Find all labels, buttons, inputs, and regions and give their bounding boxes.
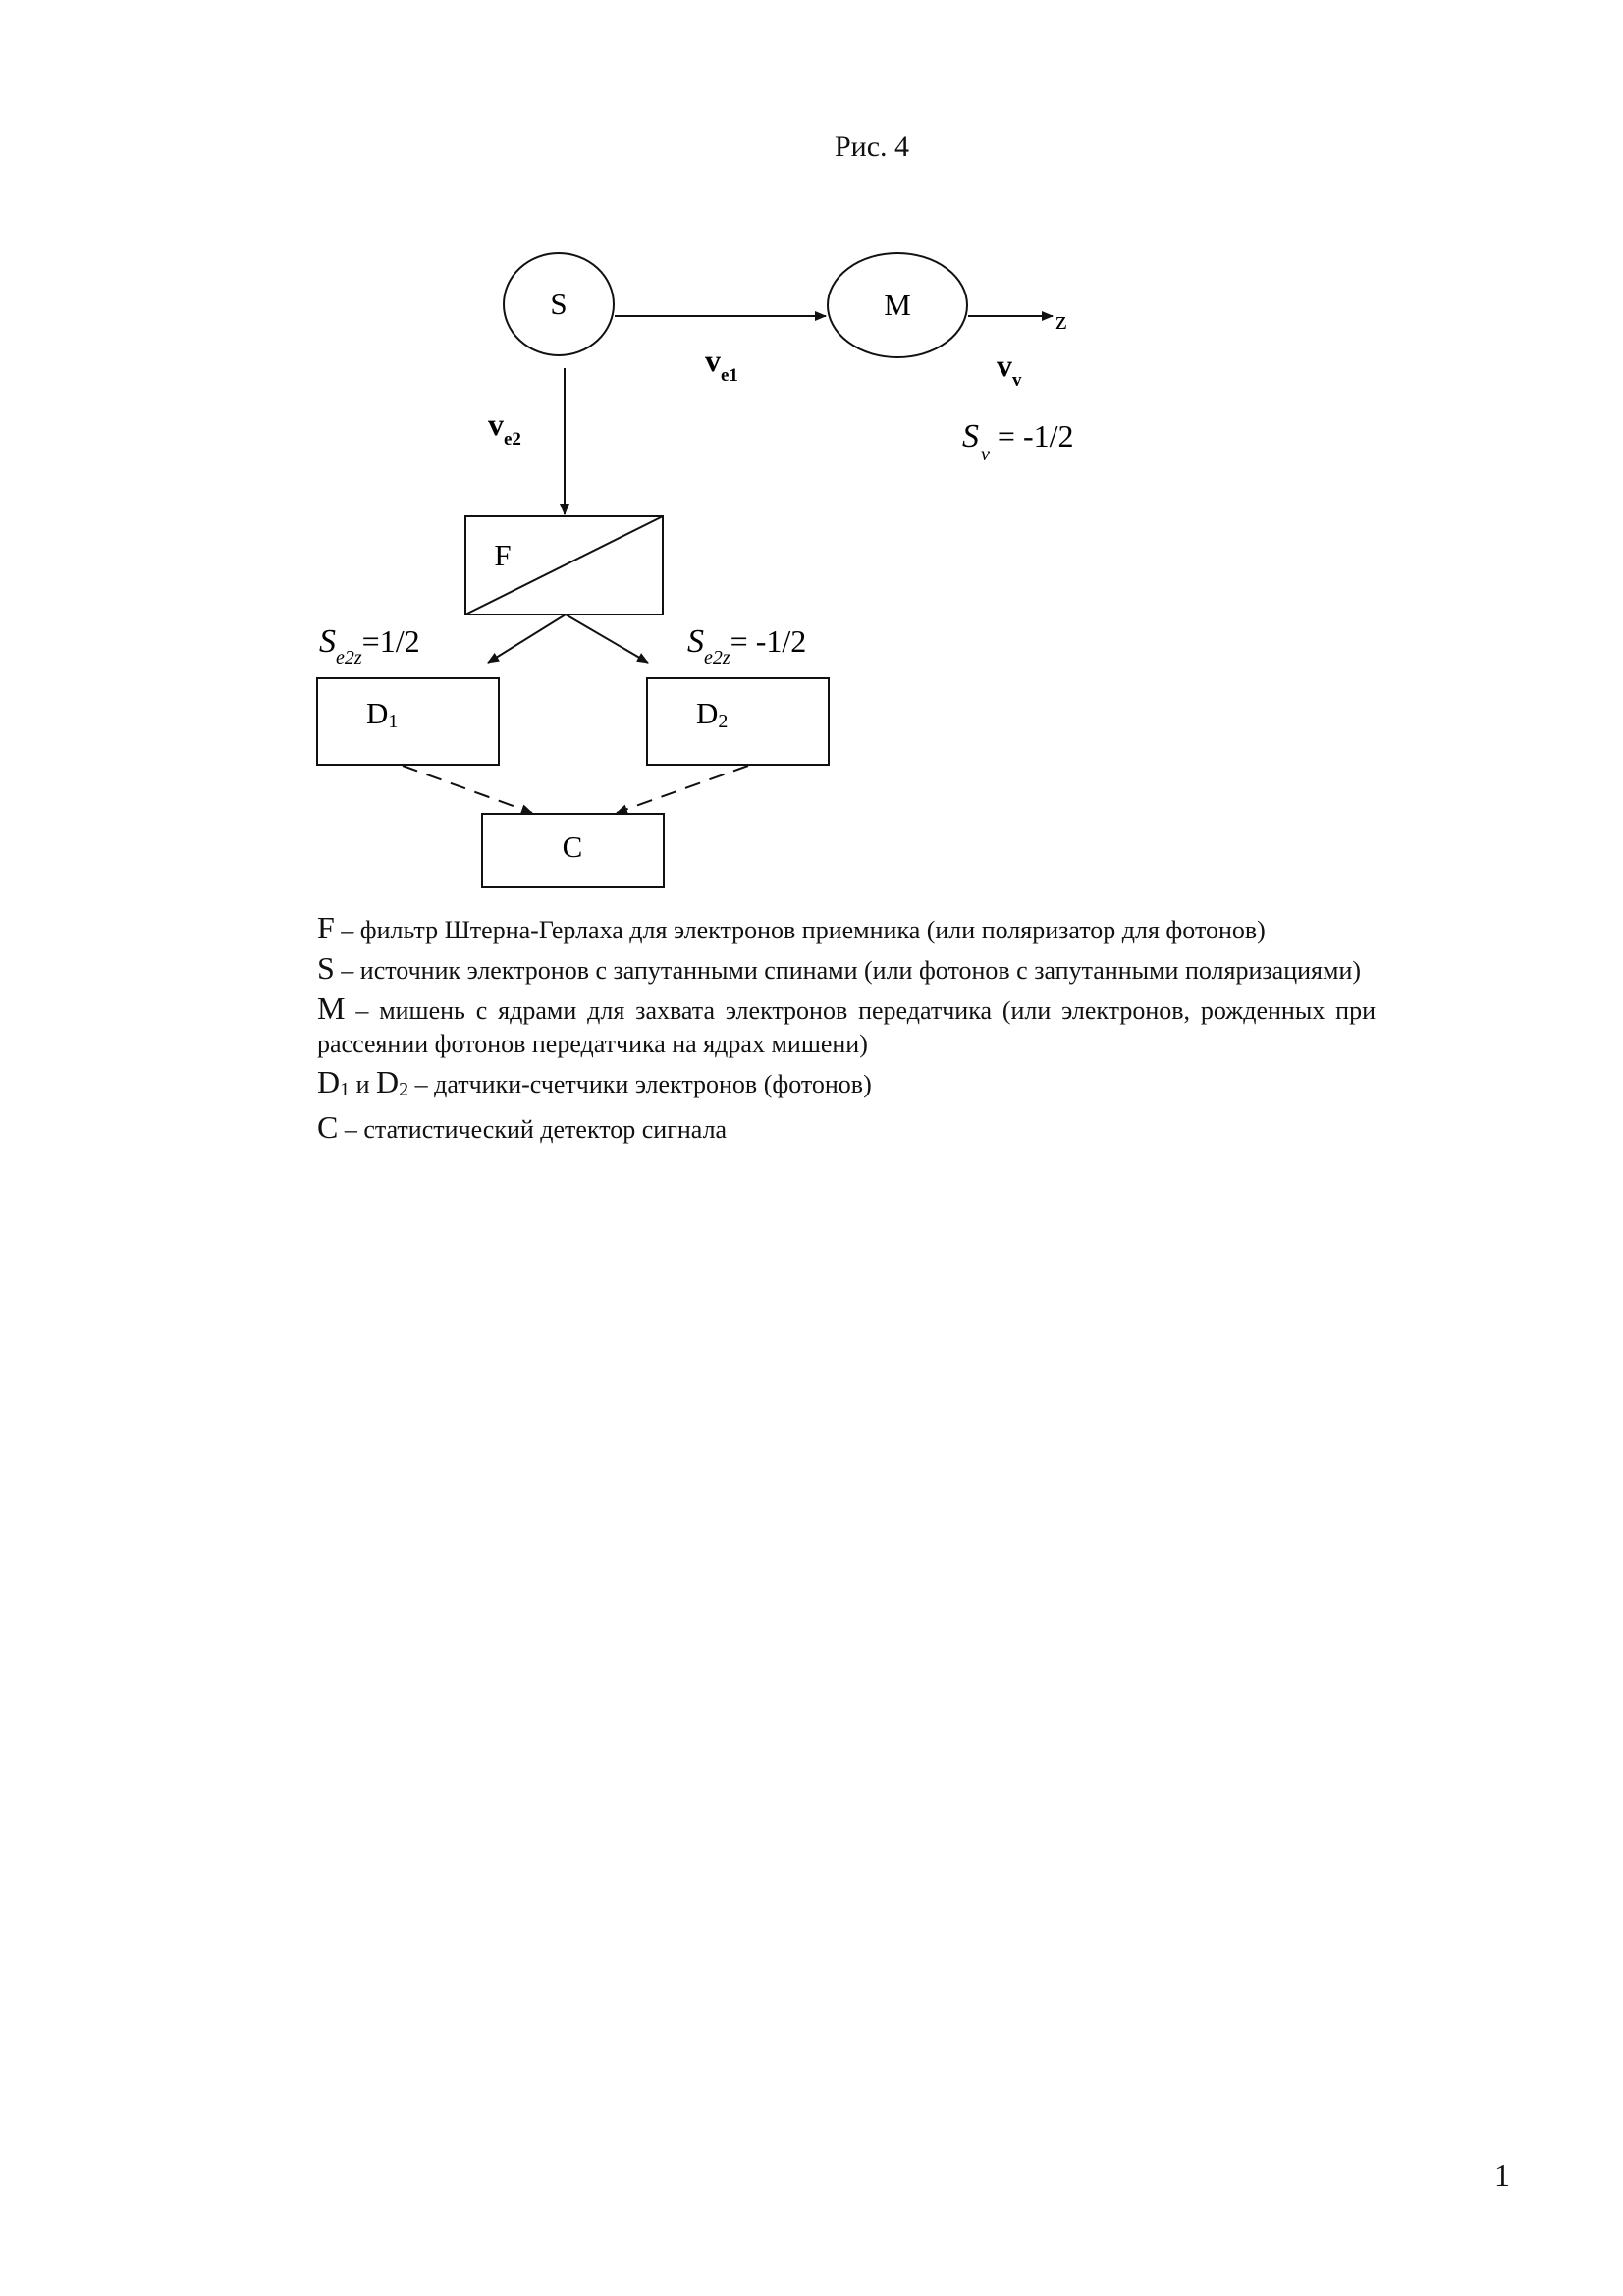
detector1-label: D1	[366, 696, 399, 732]
arrow-f-to-d1	[488, 614, 566, 663]
ve1-label: ve1	[705, 343, 738, 386]
legend-symbol: F	[317, 910, 335, 945]
legend-symbol: M	[317, 990, 346, 1026]
legend-item-m	[317, 991, 1376, 1061]
detector1-node	[317, 678, 499, 765]
ve2-label: ve2	[488, 406, 521, 450]
legend-text: – датчики-счетчики электронов (фотонов)	[408, 1070, 872, 1098]
legend-text: – источник электронов с запутанными спинами (или фотонов с запутанными поляризациями)	[334, 956, 1362, 985]
arrow-f-to-d2	[566, 614, 648, 663]
legend-symbol: D	[376, 1064, 400, 1099]
se2z-up-label: Se2z=1/2	[319, 623, 420, 668]
legend-symbol: D	[317, 1064, 341, 1099]
dashed-arrow-d2-to-c	[617, 766, 748, 813]
z-axis-label: z	[1055, 306, 1067, 335]
legend	[317, 911, 1376, 1150]
legend-item-f	[317, 911, 1376, 947]
se2z-down-label: Se2z= -1/2	[687, 623, 807, 668]
sv-label: Sv = -1/2	[962, 418, 1074, 465]
counter-node	[482, 814, 664, 887]
legend-item-c	[317, 1110, 1376, 1147]
legend-text: – мишень с ядрами для захвата электронов передатчика (или электронов, рожденных при рассеянии фотонов передатчика на ядрах мишени)	[317, 996, 1376, 1058]
legend-symbol: C	[317, 1109, 339, 1145]
detector2-node	[647, 678, 829, 765]
source-label: S	[550, 287, 568, 321]
legend-item-d: D1 и D2 – датчики-счетчики электронов (фотонов)	[317, 1064, 872, 1100]
dashed-arrow-d1-to-c	[403, 766, 532, 813]
target-label: M	[884, 288, 911, 322]
legend-text: – статистический детектор сигнала	[338, 1115, 728, 1144]
source-node	[504, 253, 614, 355]
page-number: 1	[1494, 2158, 1510, 2193]
filter-label: F	[494, 538, 512, 572]
legend-symbol: S	[317, 950, 335, 986]
legend-text: – фильтр Штерна-Герлаха для электронов приемника (или поляризатор для фотонов)	[334, 916, 1266, 944]
legend-item-s	[317, 951, 1376, 988]
detector2-label: D2	[696, 696, 729, 732]
target-node	[828, 253, 967, 357]
vv-label: vv	[997, 347, 1022, 391]
physics-diagram	[0, 0, 1623, 903]
counter-label: C	[562, 829, 583, 864]
figure-caption: Рис. 4	[835, 131, 910, 163]
filter-node	[465, 516, 663, 614]
